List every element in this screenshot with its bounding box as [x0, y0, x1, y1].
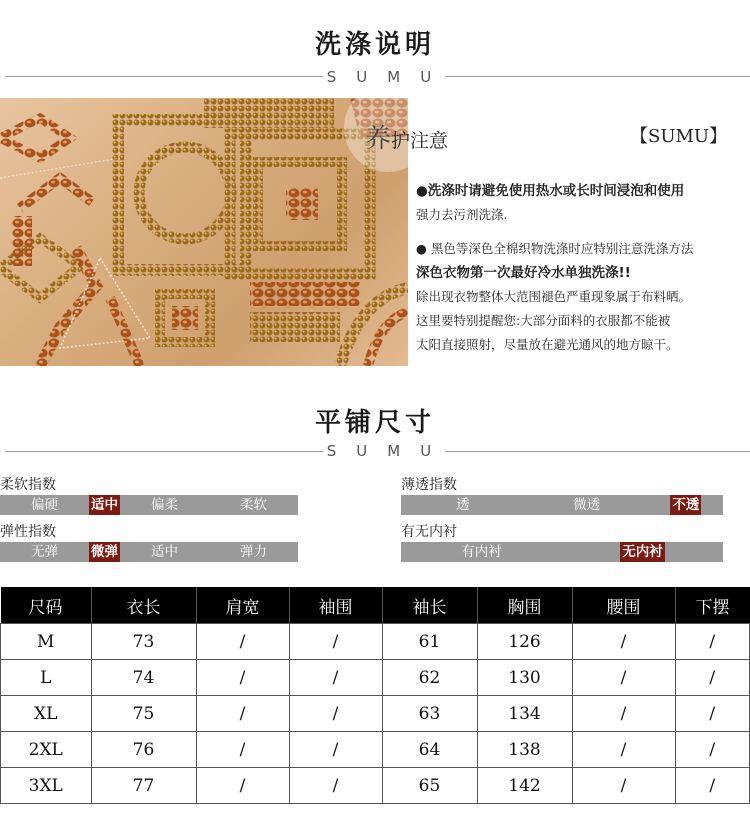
table-cell: / — [289, 660, 382, 696]
table-cell: 74 — [91, 660, 196, 696]
table-cell: 63 — [382, 696, 477, 732]
lining-option-selected: 无内衬 — [622, 544, 663, 560]
table-row — [1, 696, 750, 732]
table-cell: / — [289, 696, 382, 732]
table-cell: 76 — [91, 732, 196, 768]
care-instruction-1 — [416, 179, 741, 227]
table-cell: 64 — [382, 732, 477, 768]
care-instruction-2 — [416, 237, 741, 357]
care-line: 这里要特别提醒您:大部分面料的衣服都不能被 — [416, 313, 671, 328]
table-cell: / — [196, 732, 289, 768]
header-sleeve-width: 袖围 — [289, 587, 382, 624]
table-cell: 3XL — [1, 768, 92, 804]
elasticity-option: 适中 — [151, 544, 178, 560]
care-line-emphasis: 深色衣物第一次最好冷水单独洗涤!! — [416, 265, 631, 281]
size-section-subtitle: SUMU — [326, 442, 452, 460]
table-cell: / — [572, 624, 675, 660]
elasticity-option: 弹力 — [240, 544, 267, 560]
table-cell: / — [675, 732, 750, 768]
thickness-scale — [401, 495, 723, 515]
table-cell: / — [289, 768, 382, 804]
table-cell: / — [675, 660, 750, 696]
table-cell: / — [675, 624, 750, 660]
table-cell: 65 — [382, 768, 477, 804]
table-cell: / — [289, 732, 382, 768]
table-cell: 75 — [91, 696, 196, 732]
care-line: 除出现衣物整体大范围褪色严重现象属于布料晒。 — [416, 289, 692, 304]
care-line: 太阳直接照射，尽量放在避光通风的地方晾干。 — [416, 337, 679, 352]
header-waist: 腰围 — [572, 587, 675, 624]
table-cell: 126 — [477, 624, 572, 660]
elasticity-option-selected: 微弹 — [91, 544, 118, 560]
header-size: 尺码 — [1, 587, 92, 624]
table-cell: / — [675, 696, 750, 732]
lining-option: 有内衬 — [461, 544, 502, 560]
table-cell: / — [675, 768, 750, 804]
table-row — [1, 624, 750, 660]
table-cell: / — [572, 768, 675, 804]
table-row — [1, 732, 750, 768]
table-cell: 134 — [477, 696, 572, 732]
care-line: ● 黑色等深色全棉织物洗涤时应特别注意洗涤方法 — [416, 241, 694, 256]
softness-option: 偏硬 — [31, 497, 58, 513]
table-cell: / — [572, 660, 675, 696]
thickness-option: 微透 — [573, 497, 601, 513]
size-table — [0, 587, 750, 804]
thickness-option-wrap — [649, 495, 723, 515]
thickness-label: 薄透指数 — [401, 477, 457, 493]
size-section-title: 平铺尺寸 — [314, 408, 435, 438]
table-cell: / — [572, 732, 675, 768]
elasticity-option: 无弹 — [31, 544, 58, 560]
thickness-option: 透 — [456, 497, 470, 513]
elasticity-label: 弹性指数 — [0, 524, 56, 540]
care-section-subtitle: SUMU — [326, 68, 452, 86]
table-cell: 130 — [477, 660, 572, 696]
table-row — [1, 660, 750, 696]
lining-label: 有无内衬 — [401, 524, 457, 540]
care-heading-big-char: 养 — [365, 124, 392, 154]
softness-scale — [0, 495, 298, 515]
softness-label: 柔软指数 — [0, 477, 56, 493]
softness-option: 偏柔 — [151, 497, 178, 513]
table-cell: / — [572, 696, 675, 732]
table-cell: / — [196, 768, 289, 804]
thickness-option-selected: 不透 — [672, 497, 700, 513]
table-cell: 61 — [382, 624, 477, 660]
table-cell: M — [1, 624, 92, 660]
care-heading — [365, 118, 448, 155]
softness-option-selected: 适中 — [91, 497, 118, 513]
lining-scale — [401, 542, 723, 562]
fabric-detail-photo — [0, 98, 408, 366]
table-cell: 2XL — [1, 732, 92, 768]
softness-option: 柔软 — [240, 497, 267, 513]
table-cell: 138 — [477, 732, 572, 768]
table-row — [1, 768, 750, 804]
table-cell: XL — [1, 696, 92, 732]
elasticity-scale — [0, 542, 298, 562]
header-shoulder: 肩宽 — [196, 587, 289, 624]
care-line: ●洗涤时请避免使用热水或长时间浸泡和使用 — [416, 183, 685, 199]
lining-option-wrap — [562, 542, 723, 562]
care-line: 强力去污剂洗涤. — [416, 207, 508, 222]
size-table-header — [1, 587, 750, 624]
table-cell: L — [1, 660, 92, 696]
brand-label: 【SUMU】 — [630, 126, 728, 147]
table-cell: 142 — [477, 768, 572, 804]
beaded-pattern-image — [0, 98, 408, 366]
table-cell: / — [196, 624, 289, 660]
table-cell: 62 — [382, 660, 477, 696]
table-cell: / — [289, 624, 382, 660]
header-length: 衣长 — [91, 587, 196, 624]
header-hem: 下摆 — [675, 587, 750, 624]
table-cell: / — [196, 660, 289, 696]
table-cell: 73 — [91, 624, 196, 660]
header-bust: 胸围 — [477, 587, 572, 624]
header-sleeve-length: 袖长 — [382, 587, 477, 624]
care-heading-text: 护注意 — [391, 130, 449, 152]
table-cell: 77 — [91, 768, 196, 804]
care-section-title: 洗涤说明 — [314, 30, 435, 60]
table-cell: / — [196, 696, 289, 732]
